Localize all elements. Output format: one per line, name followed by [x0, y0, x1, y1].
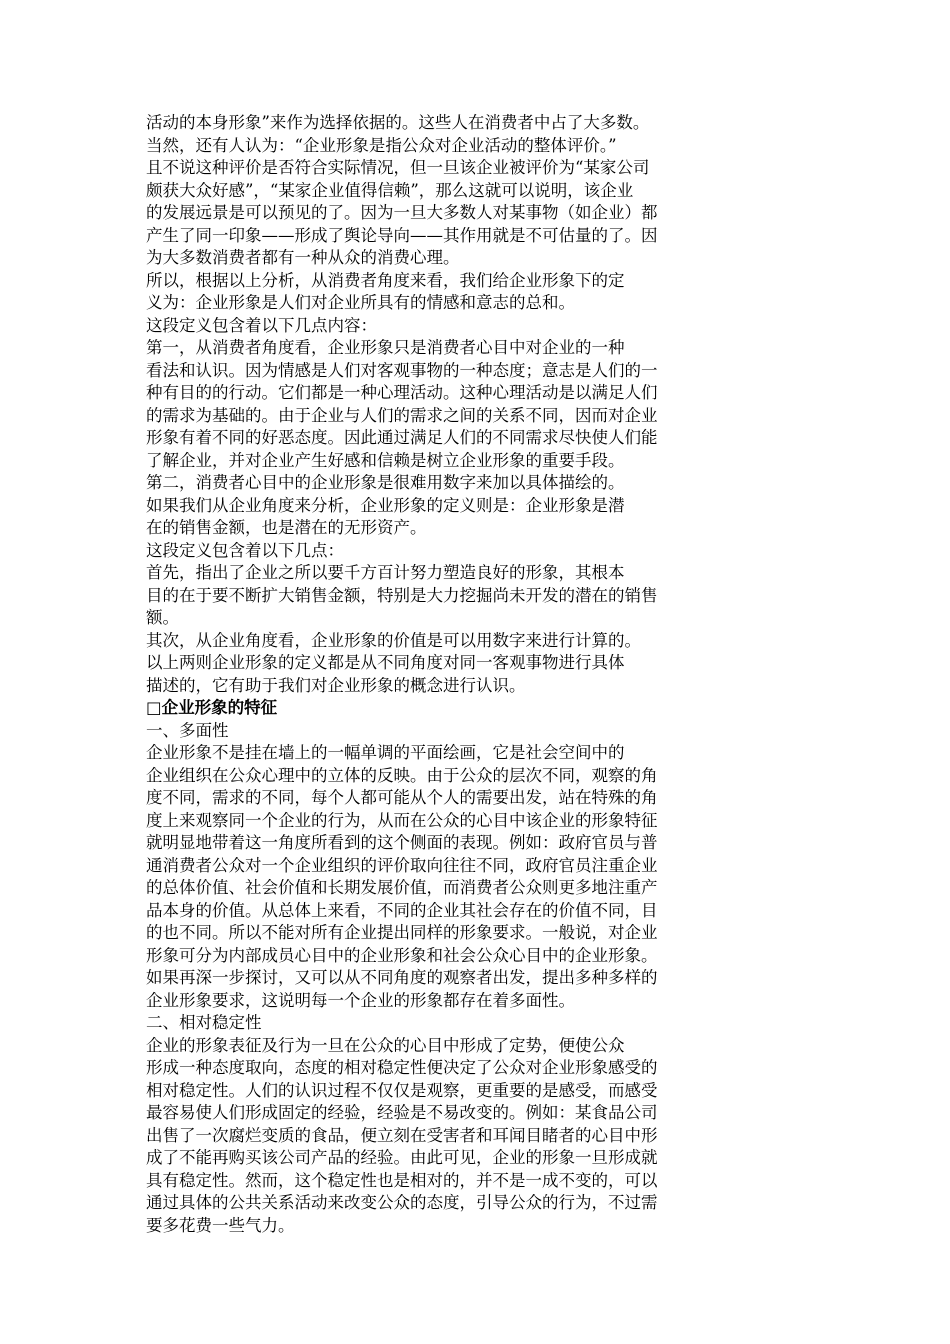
text-line: 的需求为基础的。由于企业与人们的需求之间的关系不同，因而对企业: [146, 405, 658, 425]
text-line: 度不同，需求的不同，每个人都可能从个人的需要出发，站在特殊的角: [146, 788, 658, 807]
text-line: 描述的，它有助于我们对企业形象的概念进行认识。: [146, 675, 526, 695]
text-line: 具有稳定性。然而，这个稳定性也是相对的，并不是一成不变的，可以: [146, 1170, 658, 1190]
text-line: 形象有着不同的好恶态度。因此通过满足人们的不同需求尽快使人们能: [146, 428, 658, 447]
text-line: 企业的形象表征及行为一旦在公众的心目中形成了定势，便使公众: [146, 1035, 625, 1055]
text-line: 企业形象要求，这说明每一个企业的形象都存在着多面性。: [146, 990, 575, 1010]
text-line: 看法和认识。因为情感是人们对客观事物的一种态度；意志是人们的一: [146, 360, 658, 380]
text-line: 就明显地带着这一角度所看到的这个侧面的表现。例如：政府官员与普: [146, 833, 658, 852]
text-line: 这段定义包含着以下几点内容：: [146, 315, 377, 335]
text-line: 以上两则企业形象的定义都是从不同角度对同一客观事物进行具体: [146, 653, 625, 672]
text-line: 为大多数消费者都有一种从众的消费心理。: [146, 248, 460, 267]
text-line: 的发展远景是可以预见的了。因为一旦大多数人对某事物（如企业）都: [146, 203, 658, 222]
text-line: 第一，从消费者角度看，企业形象只是消费者心目中对企业的一种: [146, 338, 625, 357]
text-line: 产生了同一印象——形成了舆论导向——其作用就是不可估量的了。因: [146, 225, 658, 245]
text-line: 通消费者公众对一个企业组织的评价取向往往不同，政府官员注重企业: [146, 855, 658, 875]
text-line: 要多花费一些气力。: [146, 1215, 295, 1235]
text-line: 形成一种态度取向，态度的相对稳定性便决定了公众对企业形象感受的: [146, 1058, 658, 1077]
text-line: 在的销售金额，也是潜在的无形资产。: [146, 518, 427, 537]
text-line: 的总体价值、社会价值和长期发展价值，而消费者公众则更多地注重产: [146, 878, 658, 897]
text-line: 度上来观察同一个企业的行为，从而在公众的心目中该企业的形象特征: [146, 810, 658, 830]
text-line: 目的在于要不断扩大销售金额，特别是大力挖掘尚未开发的潜在的销售: [146, 585, 658, 605]
text-line: 其次，从企业角度看，企业形象的价值是可以用数字来进行计算的。: [146, 630, 641, 650]
text-line: 首先，指出了企业之所以要千方百计努力塑造良好的形象，其根本: [146, 563, 625, 582]
text-line: 这段定义包含着以下几点：: [146, 540, 344, 560]
text-line: 所以，根据以上分析，从消费者角度来看，我们给企业形象下的定: [146, 270, 625, 290]
text-line: 种有目的的行动。它们都是一种心理活动。这种心理活动是以满足人们: [146, 383, 658, 402]
text-line: 活动的本身形象”来作为选择依据的。这些人在消费者中占了大多数。: [146, 113, 650, 132]
text-line: 企业组织在公众心理中的立体的反映。由于公众的层次不同，观察的角: [146, 765, 658, 785]
text-line: 的也不同。所以不能对所有企业提出同样的形象要求。一般说，对企业: [146, 923, 658, 942]
text-line: 且不说这种评价是否符合实际情况，但一旦该企业被评价为“某家公司: [146, 158, 650, 177]
text-line: 当然，还有人认为：“企业形象是指公众对企业活动的整体评价。”: [146, 135, 617, 155]
section-heading: □企业形象的特征: [146, 698, 278, 717]
text-line: 出售了一次腐烂变质的食品，便立刻在受害者和耳闻目睹者的心目中形: [146, 1125, 658, 1145]
text-line: 如果再深一步探讨，又可以从不同角度的观察者出发，提出多种多样的: [146, 968, 658, 987]
document-body: [146, 112, 756, 1237]
text-line: 一、多面性: [146, 720, 229, 740]
text-line: 义为：企业形象是人们对企业所具有的情感和意志的总和。: [146, 293, 575, 312]
text-line: 通过具体的公共关系活动来改变公众的态度，引导公众的行为，不过需: [146, 1193, 658, 1212]
text-line: 成了不能再购买该公司产品的经验。由此可见，企业的形象一旦形成就: [146, 1148, 658, 1167]
text-line: 企业形象不是挂在墙上的一幅单调的平面绘画，它是社会空间中的: [146, 743, 625, 762]
text-line: 颇获大众好感”，“某家企业值得信赖”，那么这就可以说明，该企业: [146, 180, 634, 200]
text-line: 了解企业，并对企业产生好感和信赖是树立企业形象的重要手段。: [146, 450, 625, 470]
text-line: 额。: [146, 608, 179, 627]
text-line: 相对稳定性。人们的认识过程不仅仅是观察，更重要的是感受，而感受: [146, 1080, 658, 1100]
text-line: 第二，消费者心目中的企业形象是很难用数字来加以具体描绘的。: [146, 473, 625, 492]
text-line: 品本身的价值。从总体上来看，不同的企业其社会存在的价值不同，目: [146, 900, 658, 920]
text-line: 如果我们从企业角度来分析，企业形象的定义则是：企业形象是潜: [146, 495, 625, 515]
text-line: 二、相对稳定性: [146, 1013, 262, 1032]
text-line: 最容易使人们形成固定的经验，经验是不易改变的。例如：某食品公司: [146, 1103, 658, 1122]
text-line: 形象可分为内部成员心目中的企业形象和社会公众心目中的企业形象。: [146, 945, 658, 965]
